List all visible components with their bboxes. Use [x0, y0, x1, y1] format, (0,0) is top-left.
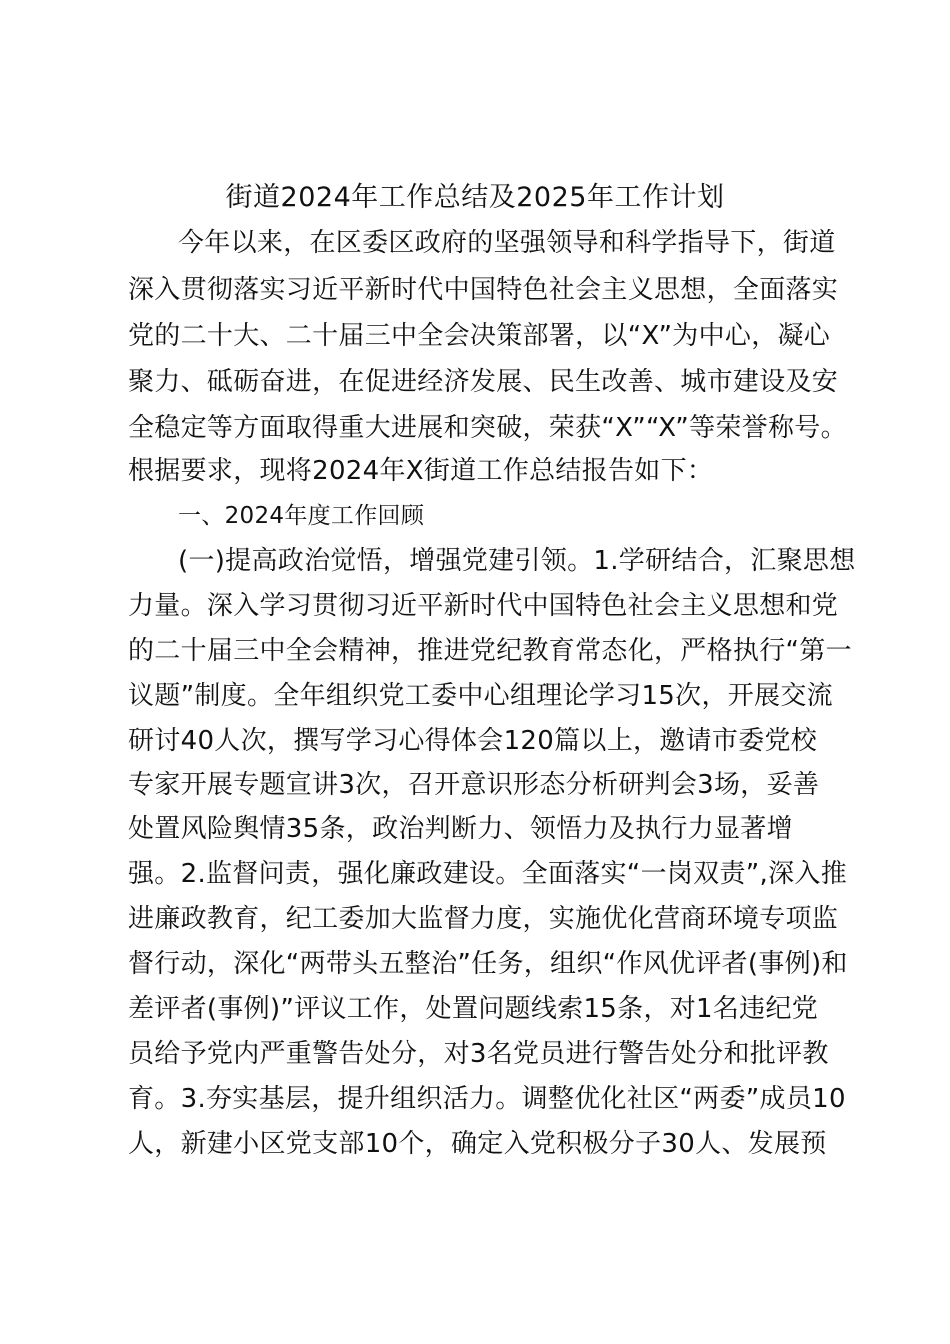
- document-title: 街道2024年工作总结及2025年工作计划: [225, 182, 725, 213]
- paragraph-line: 聚力、砥砺奋进，在促进经济发展、民生改善、城市建设及安: [128, 367, 839, 397]
- paragraph-line: 专家开展专题宣讲3次，召开意识形态分析研判会3场，妥善: [128, 770, 820, 800]
- paragraph-line: 议题”制度。全年组织党工委中心组理论学习15次，开展交流: [128, 681, 833, 711]
- paragraph-line: 强。2.监督问责，强化廉政建设。全面落实“一岗双责”,深入推: [128, 859, 848, 889]
- paragraph-line: 今年以来，在区委区政府的坚强领导和科学指导下，街道: [178, 228, 836, 258]
- paragraph-line: 进廉政教育，纪工委加大监督力度，实施优化营商环境专项监: [128, 904, 839, 934]
- section-heading: 一、2024年度工作回顾: [178, 503, 425, 529]
- paragraph-line: 处置风险舆情35条，政治判断力、领悟力及执行力显著增: [128, 814, 793, 844]
- paragraph-line: (一)提高政治觉悟，增强党建引领。1.学研结合，汇聚思想: [178, 546, 856, 576]
- paragraph-line: 育。3.夯实基层，提升组织活力。调整优化社区“两委”成员10: [128, 1084, 846, 1114]
- paragraph-line: 差评者(事例)”评议工作，处置问题线索15条，对1名违纪党: [128, 994, 819, 1024]
- paragraph-line: 人，新建小区党支部10个，确定入党积极分子30人、发展预: [128, 1129, 827, 1159]
- paragraph-line: 研讨40人次，撰写学习心得体会120篇以上，邀请市委党校: [128, 726, 818, 756]
- paragraph-line: 力量。深入学习贯彻习近平新时代中国特色社会主义思想和党: [128, 591, 839, 621]
- paragraph-line: 的二十届三中全会精神，推进党纪教育常态化，严格执行“第一: [128, 636, 852, 666]
- paragraph-line: 督行动，深化“两带头五整治”任务，组织“作风优评者(事例)和: [128, 949, 848, 979]
- paragraph-line: 全稳定等方面取得重大进展和突破，荣获“X”“X”等荣誉称号。: [128, 413, 847, 443]
- paragraph-line: 党的二十大、二十届三中全会决策部署，以“X”为中心，凝心: [128, 321, 831, 351]
- paragraph-line: 员给予党内严重警告处分，对3名党员进行警告处分和批评教: [128, 1039, 829, 1069]
- paragraph-line: 深入贯彻落实习近平新时代中国特色社会主义思想，全面落实: [128, 275, 839, 305]
- paragraph-line: 根据要求，现将2024年X街道工作总结报告如下：: [128, 456, 714, 486]
